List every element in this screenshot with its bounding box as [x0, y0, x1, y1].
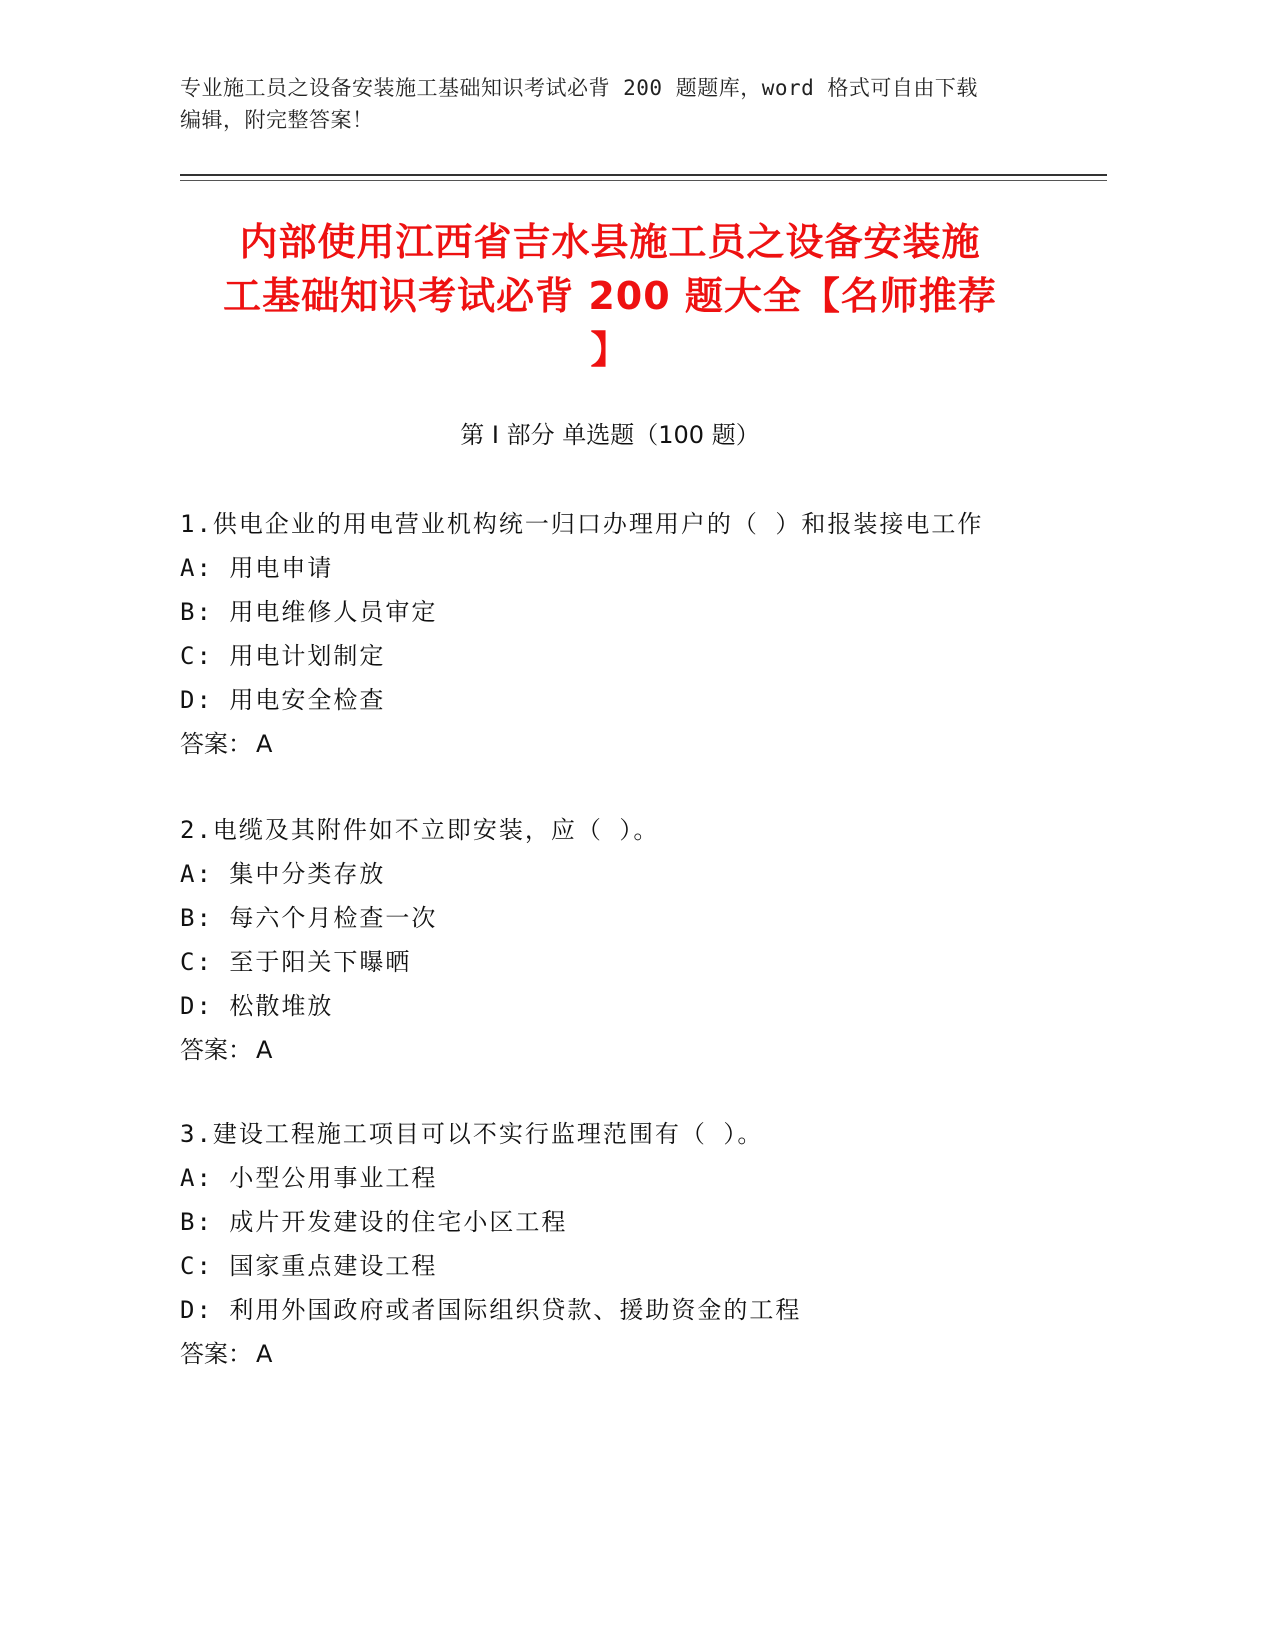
- document-title-line-3: 】: [590, 328, 630, 372]
- answer-line: [180, 1028, 1080, 1072]
- section-heading: 第 I 部分 单选题（100 题）: [460, 421, 760, 449]
- option-a: A: 小型公用事业工程: [180, 1164, 438, 1192]
- answer-value: A: [256, 1036, 273, 1064]
- answer-line: [180, 722, 1080, 766]
- option-c: C: 国家重点建设工程: [180, 1252, 438, 1280]
- answer-value: A: [256, 730, 273, 758]
- option-a: A: 集中分类存放: [180, 860, 386, 888]
- option-d: D: 用电安全检查: [180, 686, 386, 714]
- option-d: D: 松散堆放: [180, 992, 334, 1020]
- question-item: [180, 502, 1080, 766]
- header-divider-thin: [180, 180, 1107, 181]
- question-item: [180, 808, 1080, 1072]
- document-title-line-2: 工基础知识考试必背 200 题大全【名师推荐: [223, 274, 997, 318]
- question-item: [180, 1112, 1080, 1376]
- option-c: C: 用电计划制定: [180, 642, 386, 670]
- option-c: C: 至于阳关下曝晒: [180, 948, 412, 976]
- question-stem: 3.建设工程施工项目可以不实行监理范围有（ ）。: [180, 1120, 764, 1148]
- answer-line: [180, 1332, 1080, 1376]
- answer-label: 答案：: [180, 1036, 252, 1064]
- document-title-line-1: 内部使用江西省吉水县施工员之设备安装施: [239, 220, 981, 264]
- option-b: B: 每六个月检查一次: [180, 904, 438, 932]
- option-a: A: 用电申请: [180, 554, 334, 582]
- question-stem: 2.电缆及其附件如不立即安装，应（ ）。: [180, 816, 660, 844]
- option-b: B: 用电维修人员审定: [180, 598, 438, 626]
- option-b: B: 成片开发建设的住宅小区工程: [180, 1208, 568, 1236]
- header-note: [180, 72, 1040, 136]
- option-d: D: 利用外国政府或者国际组织贷款、援助资金的工程: [180, 1296, 802, 1324]
- header-note-line-1: 专业施工员之设备安装施工基础知识考试必背 200 题题库，word 格式可自由下载: [180, 76, 978, 100]
- answer-value: A: [256, 1340, 273, 1368]
- document-title: [180, 215, 1040, 377]
- answer-label: 答案：: [180, 730, 252, 758]
- answer-label: 答案：: [180, 1340, 252, 1368]
- question-stem: 1.供电企业的用电营业机构统一归口办理用户的（ ）和报装接电工作: [180, 510, 984, 538]
- header-divider-thick: [180, 174, 1107, 176]
- header-note-line-2: 编辑，附完整答案！: [180, 108, 374, 132]
